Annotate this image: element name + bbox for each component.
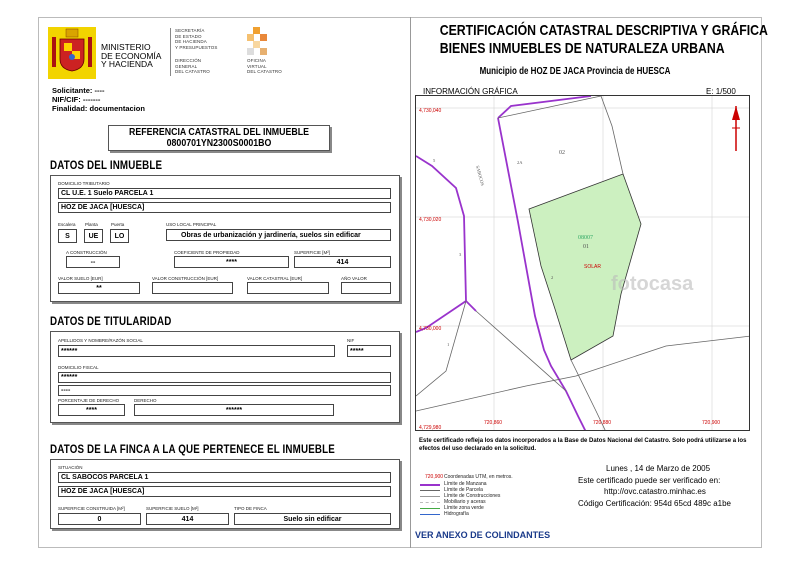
certificate-header <box>410 22 768 77</box>
header-subtitle: Municipio de HOZ DE JACA Provincia de HUESCA <box>479 66 671 77</box>
porcentaje-value: **** <box>58 404 125 416</box>
referencia-value: 0800701YN2300S0001BO <box>166 138 272 149</box>
certification-code: Código Certificación: 954d 65cd 489c a1be <box>578 498 731 508</box>
titularidad-panel <box>50 331 400 423</box>
section-title-finca: DATOS DE LA FINCA A LA QUE PERTENECE EL INMUEBLE <box>50 444 335 456</box>
section-title-titularidad: DATOS DE TITULARIDAD <box>50 316 172 328</box>
tipo-finca-value: Suelo sin edificar <box>234 513 391 525</box>
oficina-line: OFICINA <box>247 58 266 63</box>
oficina-virtual-logo-icon <box>247 27 269 55</box>
domicilio-label: DOMICILIO TRIBUTARIO <box>58 181 110 186</box>
uso-label: USO LOCAL PRINCIPAL <box>166 222 217 227</box>
solar-label: SOLAR <box>584 264 601 270</box>
header-title-1: CERTIFICACIÓN CATASTRAL DESCRIPTIVA Y GRÁFICA <box>439 22 768 39</box>
sup-suelo-label: SUPERFICIE SUELO [M²] <box>146 506 199 511</box>
ministry-line-1: MINISTERIO <box>101 42 151 52</box>
titular-nif-label: NIF <box>347 338 355 343</box>
porcentaje-label: PORCENTAJE DE DERECHO <box>58 398 120 403</box>
planta-label: Planta <box>85 222 98 227</box>
situacion-label: SITUACIÓN <box>58 465 83 470</box>
map-scale: E: 1/500 <box>706 87 736 96</box>
neighbor-parcel-number: 02 <box>559 150 565 156</box>
oficina-text <box>247 58 282 75</box>
legend-swatch <box>420 496 440 497</box>
map-y-coord: 4,730,000 <box>419 326 442 332</box>
edge-number: 1 <box>447 342 450 347</box>
map-x-coord: 720,860 <box>484 420 503 426</box>
nif-cif: NIF/CIF: ------- <box>52 95 101 104</box>
coat-of-arms-icon <box>48 27 96 79</box>
finca-panel <box>50 459 400 529</box>
sup-suelo-value: 414 <box>146 513 229 525</box>
secretaria-text <box>175 28 218 50</box>
domicilio-fiscal-line-1: ****** <box>58 372 391 383</box>
valor-construccion-label: VALOR CONSTRUCCIÓN [EUR] <box>152 276 219 281</box>
ministry-line-2: DE ECONOMÍA <box>101 50 162 61</box>
titular-nif-value: ***** <box>347 345 391 357</box>
legend-swatch <box>420 508 440 509</box>
coeficiente-label: COEFICIENTE DE PROPIEDAD <box>174 250 240 255</box>
street-label: SABOCOS <box>475 164 486 187</box>
apellidos-label: APELLIDOS Y NOMBRE/RAZÓN SOCIAL <box>58 338 143 343</box>
direccion-line: GENERAL <box>175 63 198 69</box>
ministry-line-3: Y HACIENDA <box>101 59 153 69</box>
oficina-line: DEL CATASTRO <box>247 69 282 74</box>
edge-number: 5 <box>433 158 436 163</box>
watermark: fotocasa <box>611 273 694 295</box>
map-title: INFORMACIÓN GRÁFICA <box>423 87 518 96</box>
escalera-label: Escalera <box>58 222 76 227</box>
legend-item: Límite zona verde <box>444 505 484 511</box>
legend-swatch <box>420 514 440 515</box>
referencia-title: REFERENCIA CATASTRAL DEL INMUEBLE <box>129 127 309 138</box>
valor-catastral-label: VALOR CATASTRAL [EUR] <box>247 276 303 281</box>
map-y-coord: 4,729,980 <box>419 425 442 431</box>
legend-coord-value: 720,900 <box>425 474 444 480</box>
secretaria-line: Y PRESUPUESTOS <box>175 44 218 50</box>
north-arrow-icon <box>732 106 740 151</box>
direccion-line: DIRECCIÓN <box>175 58 202 63</box>
puerta-value: LO <box>110 229 129 243</box>
logo-divider <box>170 28 171 76</box>
planta-value: UE <box>84 229 103 243</box>
map-legend <box>420 474 560 524</box>
puerta-label: Puerta <box>111 222 125 227</box>
section-title-inmueble: DATOS DEL INMUEBLE <box>50 160 163 172</box>
parcel-number: 01 <box>583 244 589 250</box>
map-x-coord: 720,880 <box>593 420 612 426</box>
situacion-line-1: CL SABOCOS PARCELA 1 <box>58 472 391 483</box>
apellidos-value: ****** <box>58 345 335 357</box>
map-y-coord: 4,730,040 <box>419 108 442 114</box>
legend-item: Hidrografía <box>444 511 469 517</box>
valor-construccion-value <box>152 282 233 294</box>
legend-swatch <box>420 490 440 491</box>
legend-item: Límite de Manzana <box>444 481 487 487</box>
applicant-info <box>52 86 145 113</box>
situacion-line-2: HOZ DE JACA [HUESCA] <box>58 486 391 497</box>
edge-number: 2A <box>517 160 523 165</box>
secretaria-line: SECRETARÍA <box>175 28 205 33</box>
cadastral-map-svg <box>416 96 750 431</box>
oficina-line: VIRTUAL <box>247 63 267 69</box>
valor-suelo-value: ** <box>58 282 140 294</box>
a-construccion-label: A CONSTRUCCIÓN <box>66 250 107 255</box>
legend-item: Límite de Parcela <box>444 487 483 493</box>
ano-valor-label: AÑO VALOR <box>341 276 367 281</box>
verification-url[interactable]: http://ovc.catastro.minhac.es <box>604 487 706 496</box>
uso-value: Obras de urbanización y jardinería, suelos sin edificar <box>166 229 391 241</box>
tipo-finca-label: TIPO DE FINCA <box>234 506 267 511</box>
verification-line: Este certificado puede ser verificado en: <box>578 475 721 485</box>
inmueble-panel <box>50 175 400 302</box>
domicilio-fiscal-label: DOMICILIO FISCAL <box>58 365 99 370</box>
sup-construida-value: 0 <box>58 513 141 525</box>
certificate-notice: Este certificado refleja los datos incorporados a la Base de Datos Nacional del Catastro. Solo podrá utilizarse a los efectos del uso declarado en la solicitud. <box>419 438 747 452</box>
coeficiente-value: **** <box>174 256 289 268</box>
superficie-label: SUPERFICIE [M²] <box>294 250 331 255</box>
ministry-name <box>101 43 161 69</box>
legend-swatch <box>420 484 440 486</box>
parcel-code: 08007 <box>578 235 593 241</box>
header-title-2: BIENES INMUEBLES DE NATURALEZA URBANA <box>439 40 725 57</box>
sup-construida-label: SUPERFICIE CONSTRUIDA [M²] <box>58 506 125 511</box>
secretaria-line: DE HACIENDA <box>175 39 207 44</box>
valor-catastral-value <box>247 282 329 294</box>
domicilio-line-2: HOZ DE JACA [HUESCA] <box>58 202 391 213</box>
valor-suelo-label: VALOR SUELO [EUR] <box>58 276 103 281</box>
ano-valor-value <box>341 282 391 294</box>
direccion-line: DEL CATASTRO <box>175 69 210 74</box>
derecho-label: DERECHO <box>134 398 157 403</box>
edge-number: 3 <box>459 252 462 257</box>
derecho-value: ****** <box>134 404 334 416</box>
anexo-colindantes: VER ANEXO DE COLINDANTES <box>415 530 551 540</box>
verification-block <box>560 463 760 509</box>
column-divider <box>410 17 411 548</box>
cadastral-map <box>415 95 750 431</box>
escalera-value: S <box>58 229 77 243</box>
map-x-coord: 720,900 <box>702 420 721 426</box>
legend-item: Mobiliario y aceras <box>444 499 486 505</box>
referencia-catastral-box <box>108 125 330 151</box>
direccion-text <box>175 58 210 75</box>
finalidad: Finalidad: documentacion <box>52 104 145 113</box>
superficie-value: 414 <box>294 256 391 268</box>
secretaria-line: DE ESTADO <box>175 33 202 39</box>
certificate-date: Lunes , 14 de Marzo de 2005 <box>606 464 711 473</box>
domicilio-fiscal-line-2: ---- <box>58 385 391 396</box>
legend-item: Coordenadas UTM, en metros. <box>444 474 513 480</box>
domicilio-line-1: CL U.E. 1 Suelo PARCELA 1 <box>58 188 391 199</box>
legend-swatch <box>420 502 440 503</box>
solicitante: Solicitante: ---- <box>52 86 105 95</box>
edge-number: 2 <box>551 275 554 280</box>
legend-item: Límite de Construcciones <box>444 493 501 499</box>
map-y-coord: 4,730,020 <box>419 217 442 223</box>
a-construccion-value: -- <box>66 256 120 268</box>
